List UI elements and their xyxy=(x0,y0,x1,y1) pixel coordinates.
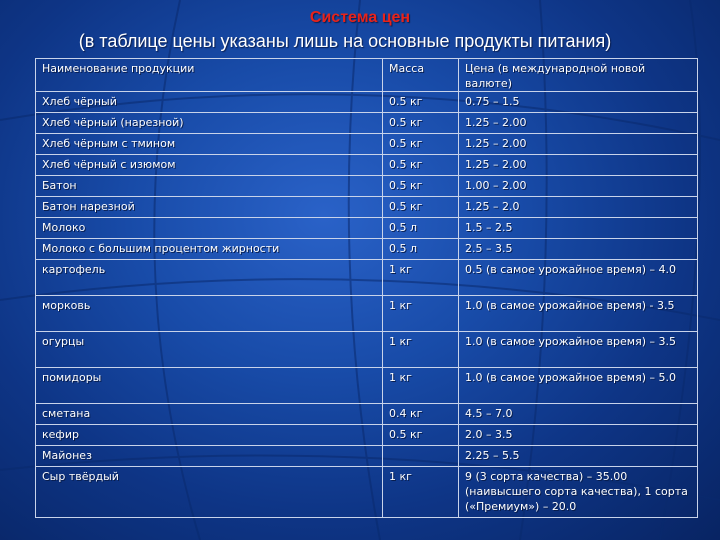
price-cell: 2.5 – 3.5 xyxy=(459,239,698,260)
price-cell: 2.25 – 5.5 xyxy=(459,446,698,467)
price-cell: 1.25 – 2.00 xyxy=(459,155,698,176)
price-table xyxy=(35,58,698,518)
header-mass: Масса xyxy=(383,59,459,92)
mass-cell: 0.5 кг xyxy=(383,155,459,176)
table-row xyxy=(36,446,698,467)
price-cell: 1.5 – 2.5 xyxy=(459,218,698,239)
price-cell: 1.25 – 2.0 xyxy=(459,197,698,218)
page-subtitle: (в таблице цены указаны лишь на основные продукты питания) xyxy=(78,31,612,51)
product-cell: Хлеб чёрный xyxy=(36,92,383,113)
table-row xyxy=(36,404,698,425)
header-product: Наименование продукции xyxy=(36,59,383,92)
table-row xyxy=(36,92,698,113)
product-cell: Хлеб чёрный (нарезной) xyxy=(36,113,383,134)
price-cell: 1.25 – 2.00 xyxy=(459,134,698,155)
product-cell: Майонез xyxy=(36,446,383,467)
mass-cell: 0.5 кг xyxy=(383,134,459,155)
product-cell: Сыр твёрдый xyxy=(36,467,383,518)
mass-cell: 0.5 кг xyxy=(383,92,459,113)
table-row xyxy=(36,368,698,404)
price-cell: 1.0 (в самое урожайное время) - 3.5 xyxy=(459,296,698,332)
mass-cell: 1 кг xyxy=(383,368,459,404)
header-price: Цена (в международной новой валюте) xyxy=(459,59,698,92)
mass-cell: 1 кг xyxy=(383,296,459,332)
product-cell: Молоко xyxy=(36,218,383,239)
table-row xyxy=(36,155,698,176)
price-cell: 9 (3 сорта качества) – 35.00 (наивысшего сорта качества), 1 сорта («Премиум») – 20.0 xyxy=(459,467,698,518)
product-cell: помидоры xyxy=(36,368,383,404)
table-row xyxy=(36,260,698,296)
price-cell: 0.75 – 1.5 xyxy=(459,92,698,113)
table-row xyxy=(36,176,698,197)
product-cell: кефир xyxy=(36,425,383,446)
mass-cell: 1 кг xyxy=(383,467,459,518)
table-row xyxy=(36,425,698,446)
price-cell: 1.00 – 2.00 xyxy=(459,176,698,197)
product-cell: сметана xyxy=(36,404,383,425)
price-cell: 1.0 (в самое урожайное время) – 5.0 xyxy=(459,368,698,404)
product-cell: Молоко с большим процентом жирности xyxy=(36,239,383,260)
table-row xyxy=(36,296,698,332)
mass-cell: 0.5 л xyxy=(383,218,459,239)
price-cell: 2.0 – 3.5 xyxy=(459,425,698,446)
mass-cell: 0.5 л xyxy=(383,239,459,260)
price-cell: 0.5 (в самое урожайное время) – 4.0 xyxy=(459,260,698,296)
mass-cell: 0.5 кг xyxy=(383,113,459,134)
mass-cell: 1 кг xyxy=(383,332,459,368)
price-cell: 4.5 – 7.0 xyxy=(459,404,698,425)
table-row xyxy=(36,113,698,134)
product-cell: Батон xyxy=(36,176,383,197)
mass-cell: 0.5 кг xyxy=(383,425,459,446)
table-row xyxy=(36,332,698,368)
price-cell: 1.25 – 2.00 xyxy=(459,113,698,134)
product-cell: Хлеб чёрным с тмином xyxy=(36,134,383,155)
mass-cell: 0.5 кг xyxy=(383,197,459,218)
table-row xyxy=(36,467,698,518)
table-row xyxy=(36,218,698,239)
mass-cell xyxy=(383,446,459,467)
mass-cell: 0.5 кг xyxy=(383,176,459,197)
product-cell: Хлеб чёрный с изюмом xyxy=(36,155,383,176)
product-cell: морковь xyxy=(36,296,383,332)
mass-cell: 1 кг xyxy=(383,260,459,296)
price-cell: 1.0 (в самое урожайное время) – 3.5 xyxy=(459,332,698,368)
product-cell: картофель xyxy=(36,260,383,296)
table-header-row xyxy=(36,59,698,92)
product-cell: огурцы xyxy=(36,332,383,368)
page-title: Система цен xyxy=(309,9,411,26)
table-row xyxy=(36,134,698,155)
table-row xyxy=(36,239,698,260)
product-cell: Батон нарезной xyxy=(36,197,383,218)
table-row xyxy=(36,197,698,218)
mass-cell: 0.4 кг xyxy=(383,404,459,425)
